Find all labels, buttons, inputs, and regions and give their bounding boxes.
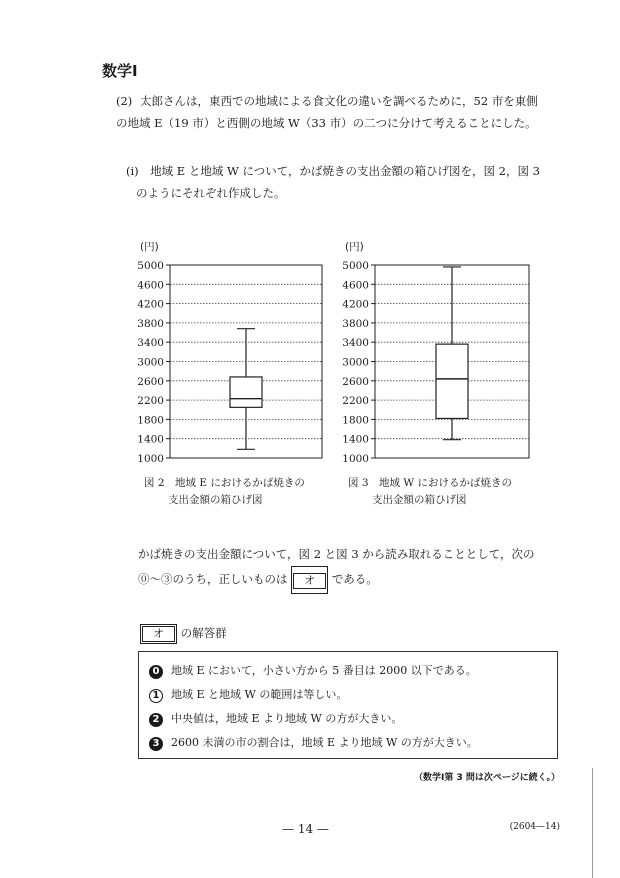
y-tick-label: 4600 [137,279,164,292]
y-tick-label: 4600 [342,279,369,292]
continued-note: （数学Ⅰ第 3 問は次ページに続く。） [413,773,560,783]
page-number: — 14 — [282,822,329,836]
y-tick-label: 4200 [342,298,369,311]
unit-label: (円) [140,241,159,253]
choice-0-text: 地域 E において，小さい方から 5 番目は 2000 以下である。 [171,664,477,677]
y-tick-label: 5000 [137,260,164,272]
y-tick-label: 3800 [342,317,369,330]
margin-rule [592,768,593,878]
y-tick-label: 2600 [342,375,369,388]
y-tick-label: 3000 [137,356,164,369]
figure-2-caption-line-1: 図 2 地域 E におけるかば焼きの [144,477,305,489]
boxplot-region-e [137,241,322,465]
subject-title: 数学Ⅰ [102,62,138,80]
y-tick-label: 3000 [342,356,369,369]
y-tick-label: 3400 [342,337,369,350]
part-line-2: のようにそれぞれ作成した。 [136,186,286,200]
y-tick-label: 1000 [342,453,369,465]
choice-1-mark: 1 [149,689,163,703]
choice-2[interactable] [149,710,402,727]
figure-3-caption [348,475,512,509]
question-line-2: ⓪〜③のうち，正しいものは [138,572,288,586]
iqr-box [230,377,262,407]
y-tick-label: 4200 [137,298,164,311]
problem-number: (2) [116,94,133,108]
answer-group-text: の解答群 [180,626,227,640]
y-tick-label: 5000 [342,260,369,272]
choice-1[interactable] [149,686,347,703]
question-line-1: かば焼きの支出金額について，図 2 と図 3 から読み取れることとして，次の [138,547,535,561]
y-tick-label: 3400 [137,337,164,350]
y-tick-label: 1000 [137,453,164,465]
iqr-box [436,344,468,418]
choice-0[interactable] [149,662,477,679]
y-tick-label: 3800 [137,317,164,330]
figure-3-caption-line-1: 図 3 地域 W におけるかば焼きの [348,477,512,489]
part-line-1: (i) 地域 E と地域 W について，かば焼きの支出金額の箱ひげ図を，図 2，図 3 [126,164,540,178]
y-tick-label: 2200 [137,395,164,408]
answer-group-box: オ [140,624,177,644]
answer-choices [138,651,558,759]
page-code: (2604—14) [509,822,560,832]
question-line-2-end: である。 [331,572,378,586]
choice-1-text: 地域 E と地域 W の範囲は等しい。 [171,688,348,701]
choice-3-mark: 3 [149,737,163,751]
choice-0-mark: 0 [149,665,163,679]
figure-2-caption [144,475,305,509]
unit-label: (円) [345,241,364,253]
answer-blank-box[interactable]: オ [291,566,328,594]
y-tick-label: 2600 [137,375,164,388]
choice-3-text: 2600 未満の市の割合は，地域 E より地域 W の方が大きい。 [171,736,478,749]
figure-3-caption-line-2: 支出金額の箱ひげ図 [372,494,467,506]
y-tick-label: 2200 [342,395,369,408]
y-tick-label: 1400 [137,433,164,446]
question-text [138,542,588,594]
intro-line-2: の地域 E（19 市）と西側の地域 W（33 市）の二つに分けて考えることにした。 [116,116,537,130]
answer-group-heading [140,624,227,644]
choice-2-text: 中央値は，地域 E より地域 W の方が大きい。 [171,712,403,725]
boxplot-region-w [342,241,529,465]
figure-2-caption-line-2: 支出金額の箱ひげ図 [168,494,263,506]
intro-line-1: 太郎さんは，東西での地域による食文化の違いを調べるために，52 市を東側 [140,94,538,108]
y-tick-label: 1800 [137,414,164,427]
choice-3[interactable] [149,734,478,751]
y-tick-label: 1800 [342,414,369,427]
y-tick-label: 1400 [342,433,369,446]
choice-2-mark: 2 [149,713,163,727]
